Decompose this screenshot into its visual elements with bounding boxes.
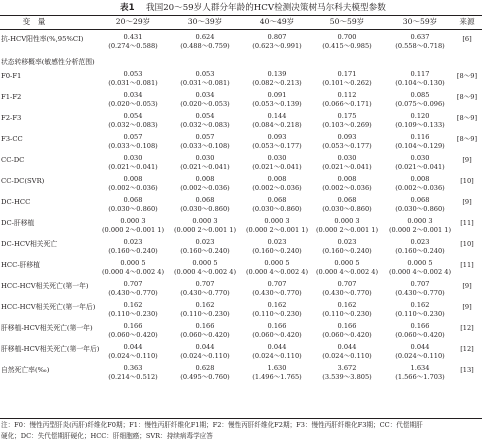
cell-range: (0.033～0.108) bbox=[108, 141, 158, 150]
cell-range: (0.000 4～0.002 4) bbox=[101, 267, 165, 276]
row-label-f1-f2: F1-F2 bbox=[1, 93, 22, 101]
row-label-transplant-hcv-death-first-year: 肝移植-HCV相关死亡(第一年) bbox=[1, 324, 93, 332]
cell-range: (0.060～0.420) bbox=[180, 330, 230, 339]
table-cell bbox=[170, 238, 240, 256]
cell-range: (0.053～0.139) bbox=[252, 99, 302, 108]
table-cell bbox=[385, 364, 455, 382]
table-cell bbox=[170, 343, 240, 361]
cell-value: 0.023 bbox=[337, 238, 357, 246]
cell-value: 0.068 bbox=[410, 196, 430, 204]
source-reference: [8～9] bbox=[456, 135, 478, 143]
cell-value: 0.044 bbox=[337, 343, 357, 351]
cell-range: (0.082～0.213) bbox=[252, 78, 302, 87]
table-cell bbox=[170, 70, 240, 88]
cell-range: (0.160～0.240) bbox=[395, 246, 445, 255]
cell-range: (0.103～0.269) bbox=[322, 120, 372, 129]
cell-value: 0.093 bbox=[337, 133, 357, 141]
cell-value: 1.634 bbox=[410, 364, 430, 372]
source-reference: [9] bbox=[462, 198, 472, 206]
cell-range: (0.101～0.262) bbox=[322, 78, 372, 87]
cell-range: (0.066～0.171) bbox=[322, 99, 372, 108]
table-cell bbox=[170, 259, 240, 277]
cell-value: 0.000 5 bbox=[120, 259, 146, 267]
table-cell bbox=[242, 259, 312, 277]
table-cell bbox=[312, 154, 382, 172]
source-reference: [10] bbox=[460, 240, 474, 248]
row-label-natural-mortality: 自然死亡率(‰) bbox=[1, 366, 50, 374]
table-cell bbox=[98, 154, 168, 172]
cell-range: (0.024～0.110) bbox=[395, 351, 445, 360]
cell-value: 0.054 bbox=[123, 112, 143, 120]
cell-value: 0.162 bbox=[267, 301, 287, 309]
source-reference: [11] bbox=[460, 219, 474, 227]
cell-range: (0.110～0.230) bbox=[108, 309, 158, 318]
row-label-dc-liver-transplant: DC-肝移植 bbox=[1, 219, 35, 227]
cell-value: 0.707 bbox=[267, 280, 287, 288]
cell-value: 0.093 bbox=[267, 133, 287, 141]
cell-value: 0.166 bbox=[267, 322, 287, 330]
cell-value: 0.707 bbox=[123, 280, 143, 288]
cell-range: (0.032～0.083) bbox=[108, 120, 158, 129]
cell-range: (0.104～0.130) bbox=[395, 78, 445, 87]
table-cell bbox=[170, 175, 240, 193]
cell-value: 0.023 bbox=[195, 238, 215, 246]
header-age-40-49: 40～49岁 bbox=[259, 17, 295, 26]
table-cell bbox=[242, 322, 312, 340]
cell-value: 0.068 bbox=[267, 196, 287, 204]
cell-value: 0.171 bbox=[337, 70, 357, 78]
cell-value: 0.068 bbox=[195, 196, 215, 204]
cell-range: (0.030～0.860) bbox=[395, 204, 445, 213]
cell-value: 0.144 bbox=[267, 112, 287, 120]
cell-value: 0.030 bbox=[195, 154, 215, 162]
cell-range: (0.002～0.036) bbox=[252, 183, 302, 192]
cell-range: (0.104～0.129) bbox=[395, 141, 445, 150]
table-cell bbox=[312, 196, 382, 214]
cell-value: 0.030 bbox=[337, 154, 357, 162]
row-label-anti-hcv-positive-rate: 抗-HCV阳性率(%,95%CI) bbox=[1, 35, 84, 43]
cell-value: 0.057 bbox=[195, 133, 215, 141]
source-reference: [8～9] bbox=[456, 114, 478, 122]
cell-value: 0.166 bbox=[123, 322, 143, 330]
table-cell bbox=[170, 112, 240, 130]
cell-value: 0.030 bbox=[267, 154, 287, 162]
row-label-f3-cc: F3-CC bbox=[1, 135, 23, 143]
table-cell bbox=[98, 33, 168, 51]
cell-value: 0.030 bbox=[410, 154, 430, 162]
cell-value: 0.162 bbox=[123, 301, 143, 309]
cell-range: (0.000 2～0.001 1) bbox=[388, 225, 452, 234]
source-reference: [13] bbox=[460, 366, 474, 374]
table-cell bbox=[385, 175, 455, 193]
cell-range: (0.021～0.041) bbox=[108, 162, 158, 171]
table-cell bbox=[312, 133, 382, 151]
cell-value: 0.008 bbox=[195, 175, 215, 183]
cell-range: (0.032～0.083) bbox=[180, 120, 230, 129]
table-cell bbox=[385, 196, 455, 214]
cell-range: (0.030～0.860) bbox=[108, 204, 158, 213]
cell-value: 0.000 5 bbox=[192, 259, 218, 267]
cell-value: 0.000 5 bbox=[264, 259, 290, 267]
cell-range: (0.000 4～0.002 4) bbox=[315, 267, 379, 276]
cell-range: (0.030～0.860) bbox=[180, 204, 230, 213]
table-cell bbox=[170, 196, 240, 214]
table-note-line-2: 硬化；DC：失代偿期肝硬化；HCC：肝细胞癌；SVR：持续病毒学应答 bbox=[1, 432, 213, 440]
table-cell bbox=[170, 322, 240, 340]
table-title: 我国20～59岁人群分年龄的HCV检测决策树马尔科夫模型参数 bbox=[146, 3, 386, 13]
table-number: 表1 bbox=[120, 3, 135, 13]
cell-value: 0.008 bbox=[410, 175, 430, 183]
row-label-hcc-hcv-death-first-year: HCC-HCV相关死亡(第一年) bbox=[1, 282, 89, 290]
table-cell bbox=[312, 70, 382, 88]
cell-range: (0.495～0.760) bbox=[180, 372, 230, 381]
cell-value: 0.008 bbox=[267, 175, 287, 183]
cell-range: (0.274～0.588) bbox=[108, 41, 158, 50]
table-cell bbox=[98, 301, 168, 319]
table-cell bbox=[242, 364, 312, 382]
row-label-dc-hcv-death: DC-HCV相关死亡 bbox=[1, 240, 58, 248]
table-cell bbox=[312, 175, 382, 193]
cell-value: 0.707 bbox=[195, 280, 215, 288]
table-cell bbox=[312, 238, 382, 256]
cell-range: (0.031～0.081) bbox=[108, 78, 158, 87]
cell-range: (0.415～0.985) bbox=[322, 41, 372, 50]
table-cell bbox=[170, 217, 240, 235]
cell-value: 0.637 bbox=[410, 33, 430, 41]
cell-value: 0.030 bbox=[123, 154, 143, 162]
cell-range: (0.430～0.770) bbox=[180, 288, 230, 297]
cell-value: 0.053 bbox=[123, 70, 143, 78]
cell-value: 0.044 bbox=[123, 343, 143, 351]
header-variable: 变 量 bbox=[22, 17, 46, 26]
cell-range: (0.060～0.420) bbox=[322, 330, 372, 339]
source-reference: [9] bbox=[462, 303, 472, 311]
table-cell bbox=[98, 343, 168, 361]
cell-value: 0.000 3 bbox=[264, 217, 290, 225]
table-cell bbox=[385, 91, 455, 109]
cell-range: (0.623～0.991) bbox=[252, 41, 302, 50]
cell-value: 0.628 bbox=[195, 364, 215, 372]
table-cell bbox=[242, 133, 312, 151]
cell-value: 0.700 bbox=[337, 33, 357, 41]
cell-value: 0.053 bbox=[195, 70, 215, 78]
cell-range: (0.430～0.770) bbox=[252, 288, 302, 297]
table-cell bbox=[98, 280, 168, 298]
table-cell bbox=[98, 364, 168, 382]
table-cell bbox=[242, 91, 312, 109]
cell-value: 3.672 bbox=[337, 364, 357, 372]
row-label-cc-dc: CC-DC bbox=[1, 156, 25, 164]
cell-range: (0.002～0.036) bbox=[108, 183, 158, 192]
header-source: 来源 bbox=[459, 17, 475, 26]
cell-value: 0.068 bbox=[123, 196, 143, 204]
table-cell bbox=[312, 33, 382, 51]
cell-value: 0.023 bbox=[410, 238, 430, 246]
cell-value: 0.162 bbox=[337, 301, 357, 309]
bottom-rule bbox=[0, 418, 482, 419]
cell-value: 0.085 bbox=[410, 91, 430, 99]
cell-range: (0.084～0.218) bbox=[252, 120, 302, 129]
cell-range: (0.031～0.081) bbox=[180, 78, 230, 87]
cell-value: 0.166 bbox=[337, 322, 357, 330]
cell-range: (0.030～0.860) bbox=[252, 204, 302, 213]
table-cell bbox=[98, 238, 168, 256]
table-cell bbox=[170, 364, 240, 382]
table-cell bbox=[312, 364, 382, 382]
cell-range: (0.075～0.096) bbox=[395, 99, 445, 108]
table-cell bbox=[242, 238, 312, 256]
cell-value: 0.116 bbox=[410, 133, 430, 141]
cell-range: (0.002～0.036) bbox=[322, 183, 372, 192]
table-cell bbox=[98, 112, 168, 130]
cell-value: 0.008 bbox=[123, 175, 143, 183]
table-cell bbox=[385, 301, 455, 319]
cell-range: (0.000 2～0.001 1) bbox=[245, 225, 309, 234]
table-cell bbox=[385, 238, 455, 256]
cell-value: 0.000 5 bbox=[407, 259, 433, 267]
row-label-cc-dc-svr: CC-DC(SVR) bbox=[1, 177, 45, 185]
table-cell bbox=[385, 154, 455, 172]
cell-range: (0.021～0.041) bbox=[395, 162, 445, 171]
cell-range: (0.110～0.230) bbox=[180, 309, 230, 318]
header-age-20-29: 20～29岁 bbox=[115, 17, 151, 26]
cell-value: 0.624 bbox=[195, 33, 215, 41]
table-cell bbox=[312, 301, 382, 319]
cell-value: 0.034 bbox=[195, 91, 215, 99]
table-cell bbox=[98, 322, 168, 340]
cell-range: (0.214～0.512) bbox=[108, 372, 158, 381]
cell-value: 0.023 bbox=[267, 238, 287, 246]
cell-range: (3.539～3.805) bbox=[322, 372, 372, 381]
cell-range: (0.160～0.240) bbox=[252, 246, 302, 255]
cell-range: (0.002～0.036) bbox=[180, 183, 230, 192]
cell-range: (1.496～1.765) bbox=[252, 372, 302, 381]
cell-range: (0.024～0.110) bbox=[252, 351, 302, 360]
table-cell bbox=[385, 343, 455, 361]
cell-range: (0.000 4～0.002 4) bbox=[388, 267, 452, 276]
cell-range: (0.021～0.041) bbox=[322, 162, 372, 171]
cell-value: 0.162 bbox=[195, 301, 215, 309]
table-cell bbox=[170, 133, 240, 151]
table-cell bbox=[385, 322, 455, 340]
cell-range: (0.110～0.230) bbox=[395, 309, 445, 318]
table-cell bbox=[312, 112, 382, 130]
table-cell bbox=[312, 217, 382, 235]
cell-value: 0.034 bbox=[123, 91, 143, 99]
cell-value: 0.707 bbox=[337, 280, 357, 288]
cell-value: 0.112 bbox=[337, 91, 357, 99]
table-cell bbox=[242, 343, 312, 361]
source-reference: [11] bbox=[460, 261, 474, 269]
cell-range: (0.430～0.770) bbox=[395, 288, 445, 297]
cell-range: (0.110～0.230) bbox=[322, 309, 372, 318]
cell-value: 0.166 bbox=[195, 322, 215, 330]
table-cell bbox=[98, 70, 168, 88]
cell-range: (0.160～0.240) bbox=[322, 246, 372, 255]
table-cell bbox=[242, 217, 312, 235]
source-reference: [10] bbox=[460, 177, 474, 185]
cell-value: 0.091 bbox=[267, 91, 287, 99]
cell-value: 0.117 bbox=[410, 70, 430, 78]
cell-range: (0.160～0.240) bbox=[108, 246, 158, 255]
table-cell bbox=[242, 33, 312, 51]
table-cell bbox=[170, 91, 240, 109]
table-cell bbox=[242, 70, 312, 88]
table-cell bbox=[242, 175, 312, 193]
cell-range: (0.021～0.041) bbox=[180, 162, 230, 171]
cell-value: 0.057 bbox=[123, 133, 143, 141]
source-reference: [12] bbox=[460, 324, 474, 332]
table-cell bbox=[98, 217, 168, 235]
cell-range: (0.020～0.053) bbox=[180, 99, 230, 108]
table-cell bbox=[98, 133, 168, 151]
header-age-50-59: 50～59岁 bbox=[329, 17, 365, 26]
table-cell bbox=[98, 196, 168, 214]
table-cell bbox=[98, 259, 168, 277]
source-reference: [8～9] bbox=[456, 72, 478, 80]
table-note-line-1: 注：F0：慢性丙型肝炎(丙肝)纤维化F0期；F1：慢性丙肝纤维化F1期；F2：慢性丙肝纤维化F2期；F3：慢性丙肝纤维化F3期；CC：代偿期肝 bbox=[1, 421, 423, 429]
table-cell bbox=[312, 91, 382, 109]
cell-value: 0.000 3 bbox=[407, 217, 433, 225]
cell-range: (0.060～0.420) bbox=[395, 330, 445, 339]
source-reference: [6] bbox=[462, 35, 472, 43]
header-rule bbox=[0, 29, 482, 30]
cell-range: (0.000 2～0.001 1) bbox=[173, 225, 237, 234]
cell-range: (0.430～0.770) bbox=[108, 288, 158, 297]
cell-range: (0.000 4～0.002 4) bbox=[245, 267, 309, 276]
table-cell bbox=[242, 196, 312, 214]
table-cell bbox=[312, 280, 382, 298]
table-cell bbox=[385, 217, 455, 235]
cell-value: 0.044 bbox=[267, 343, 287, 351]
cell-range: (0.000 4～0.002 4) bbox=[173, 267, 237, 276]
cell-value: 0.000 3 bbox=[120, 217, 146, 225]
table-cell bbox=[242, 301, 312, 319]
cell-range: (0.558～0.718) bbox=[395, 41, 445, 50]
cell-range: (0.020～0.053) bbox=[108, 99, 158, 108]
table-cell bbox=[312, 259, 382, 277]
cell-range: (0.110～0.230) bbox=[252, 309, 302, 318]
row-label-transplant-hcv-death-after-first-year: 肝移植-HCV相关死亡(第一年后) bbox=[1, 345, 100, 353]
cell-value: 0.000 5 bbox=[334, 259, 360, 267]
cell-range: (0.488～0.759) bbox=[180, 41, 230, 50]
cell-value: 0.707 bbox=[410, 280, 430, 288]
table-cell bbox=[170, 280, 240, 298]
source-reference: [8～9] bbox=[456, 93, 478, 101]
cell-range: (0.060～0.420) bbox=[108, 330, 158, 339]
cell-value: 0.008 bbox=[337, 175, 357, 183]
table-cell bbox=[312, 343, 382, 361]
cell-value: 0.000 3 bbox=[334, 217, 360, 225]
cell-range: (0.160～0.240) bbox=[180, 246, 230, 255]
cell-value: 0.120 bbox=[410, 112, 430, 120]
cell-range: (0.024～0.110) bbox=[108, 351, 158, 360]
cell-value: 0.068 bbox=[337, 196, 357, 204]
table-cell bbox=[385, 112, 455, 130]
cell-value: 0.175 bbox=[337, 112, 357, 120]
table-caption bbox=[0, 2, 482, 14]
cell-value: 0.431 bbox=[123, 33, 143, 41]
cell-range: (0.000 2～0.001 1) bbox=[315, 225, 379, 234]
cell-value: 0.044 bbox=[410, 343, 430, 351]
cell-range: (0.021～0.041) bbox=[252, 162, 302, 171]
cell-range: (0.002～0.036) bbox=[395, 183, 445, 192]
cell-range: (0.109～0.133) bbox=[395, 120, 445, 129]
table-cell bbox=[385, 33, 455, 51]
table-cell bbox=[385, 280, 455, 298]
source-reference: [12] bbox=[460, 345, 474, 353]
row-label-f2-f3: F2-F3 bbox=[1, 114, 22, 122]
cell-range: (0.060～0.420) bbox=[252, 330, 302, 339]
cell-value: 0.023 bbox=[123, 238, 143, 246]
source-reference: [9] bbox=[462, 282, 472, 290]
cell-range: (0.033～0.108) bbox=[180, 141, 230, 150]
header-age-30-39: 30～39岁 bbox=[187, 17, 223, 26]
table-cell bbox=[312, 322, 382, 340]
cell-value: 0.162 bbox=[410, 301, 430, 309]
cell-value: 0.000 3 bbox=[192, 217, 218, 225]
cell-range: (0.024～0.110) bbox=[180, 351, 230, 360]
cell-range: (0.430～0.770) bbox=[322, 288, 372, 297]
cell-value: 0.166 bbox=[410, 322, 430, 330]
cell-value: 0.044 bbox=[195, 343, 215, 351]
table-cell bbox=[170, 33, 240, 51]
table-cell bbox=[242, 154, 312, 172]
row-label-hcc-liver-transplant: HCC-肝移植 bbox=[1, 261, 41, 269]
header-age-30-59: 30～59岁 bbox=[402, 17, 438, 26]
table-cell bbox=[385, 133, 455, 151]
table-cell bbox=[385, 259, 455, 277]
cell-range: (1.566～1.703) bbox=[395, 372, 445, 381]
table-cell bbox=[98, 91, 168, 109]
cell-value: 0.139 bbox=[267, 70, 287, 78]
cell-range: (0.053～0.177) bbox=[322, 141, 372, 150]
cell-range: (0.030～0.860) bbox=[322, 204, 372, 213]
cell-value: 0.363 bbox=[123, 364, 143, 372]
table-cell bbox=[98, 175, 168, 193]
cell-range: (0.053～0.177) bbox=[252, 141, 302, 150]
row-label-dc-hcc: DC-HCC bbox=[1, 198, 31, 206]
table-cell bbox=[170, 301, 240, 319]
cell-value: 0.054 bbox=[195, 112, 215, 120]
cell-range: (0.024～0.110) bbox=[322, 351, 372, 360]
table-cell bbox=[170, 154, 240, 172]
row-label-state-transition-header: 状态转移概率(敏感性分析范围) bbox=[1, 58, 95, 66]
source-reference: [9] bbox=[462, 156, 472, 164]
cell-value: 1.630 bbox=[267, 364, 287, 372]
row-label-hcc-hcv-death-after-first-year: HCC-HCV相关死亡(第一年后) bbox=[1, 303, 96, 311]
row-label-f0-f1: F0-F1 bbox=[1, 72, 22, 80]
table-cell bbox=[385, 70, 455, 88]
table-cell bbox=[242, 112, 312, 130]
cell-range: (0.000 2～0.001 1) bbox=[101, 225, 165, 234]
table-cell bbox=[242, 280, 312, 298]
cell-value: 0.807 bbox=[267, 33, 287, 41]
